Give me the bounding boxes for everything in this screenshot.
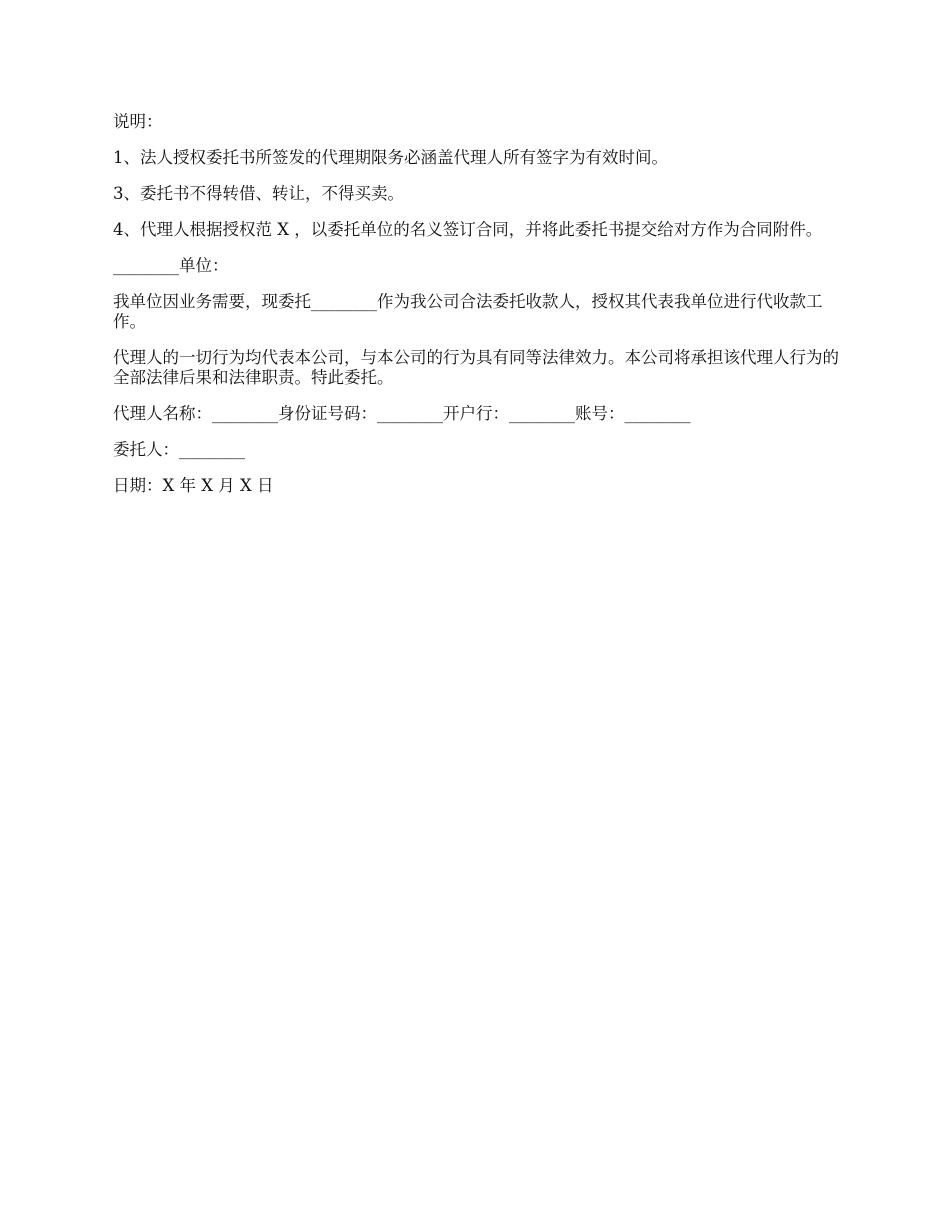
principal-line: 委托人：________ <box>113 440 245 459</box>
note-3: 3、委托书不得转借、转让，不得买卖。 <box>113 184 404 203</box>
agent-info-line: 代理人名称：________身份证号码：________开户行：________账号：________ <box>113 404 691 423</box>
document-page <box>113 112 843 512</box>
note-4: 4、代理人根据授权范 X ，以委托单位的名义签订合同，并将此委托书提交给对方作为合同附件。 <box>113 220 823 239</box>
unit-line: ________单位： <box>113 256 229 275</box>
body-paragraph-1: 我单位因业务需要，现委托________作为我公司合法委托收款人，授权其代表我单位进行代收款工作。 <box>113 292 823 331</box>
date-line: 日期：X 年 X 月 X 日 <box>113 476 274 495</box>
note-1: 1、法人授权委托书所签发的代理期限务必涵盖代理人所有签字为有效时间。 <box>113 148 668 167</box>
body-paragraph-2: 代理人的一切行为均代表本公司，与本公司的行为具有同等法律效力。本公司将承担该代理人行为的全部法律后果和法律职责。特此委托。 <box>113 348 839 387</box>
heading: 说明： <box>113 112 163 131</box>
